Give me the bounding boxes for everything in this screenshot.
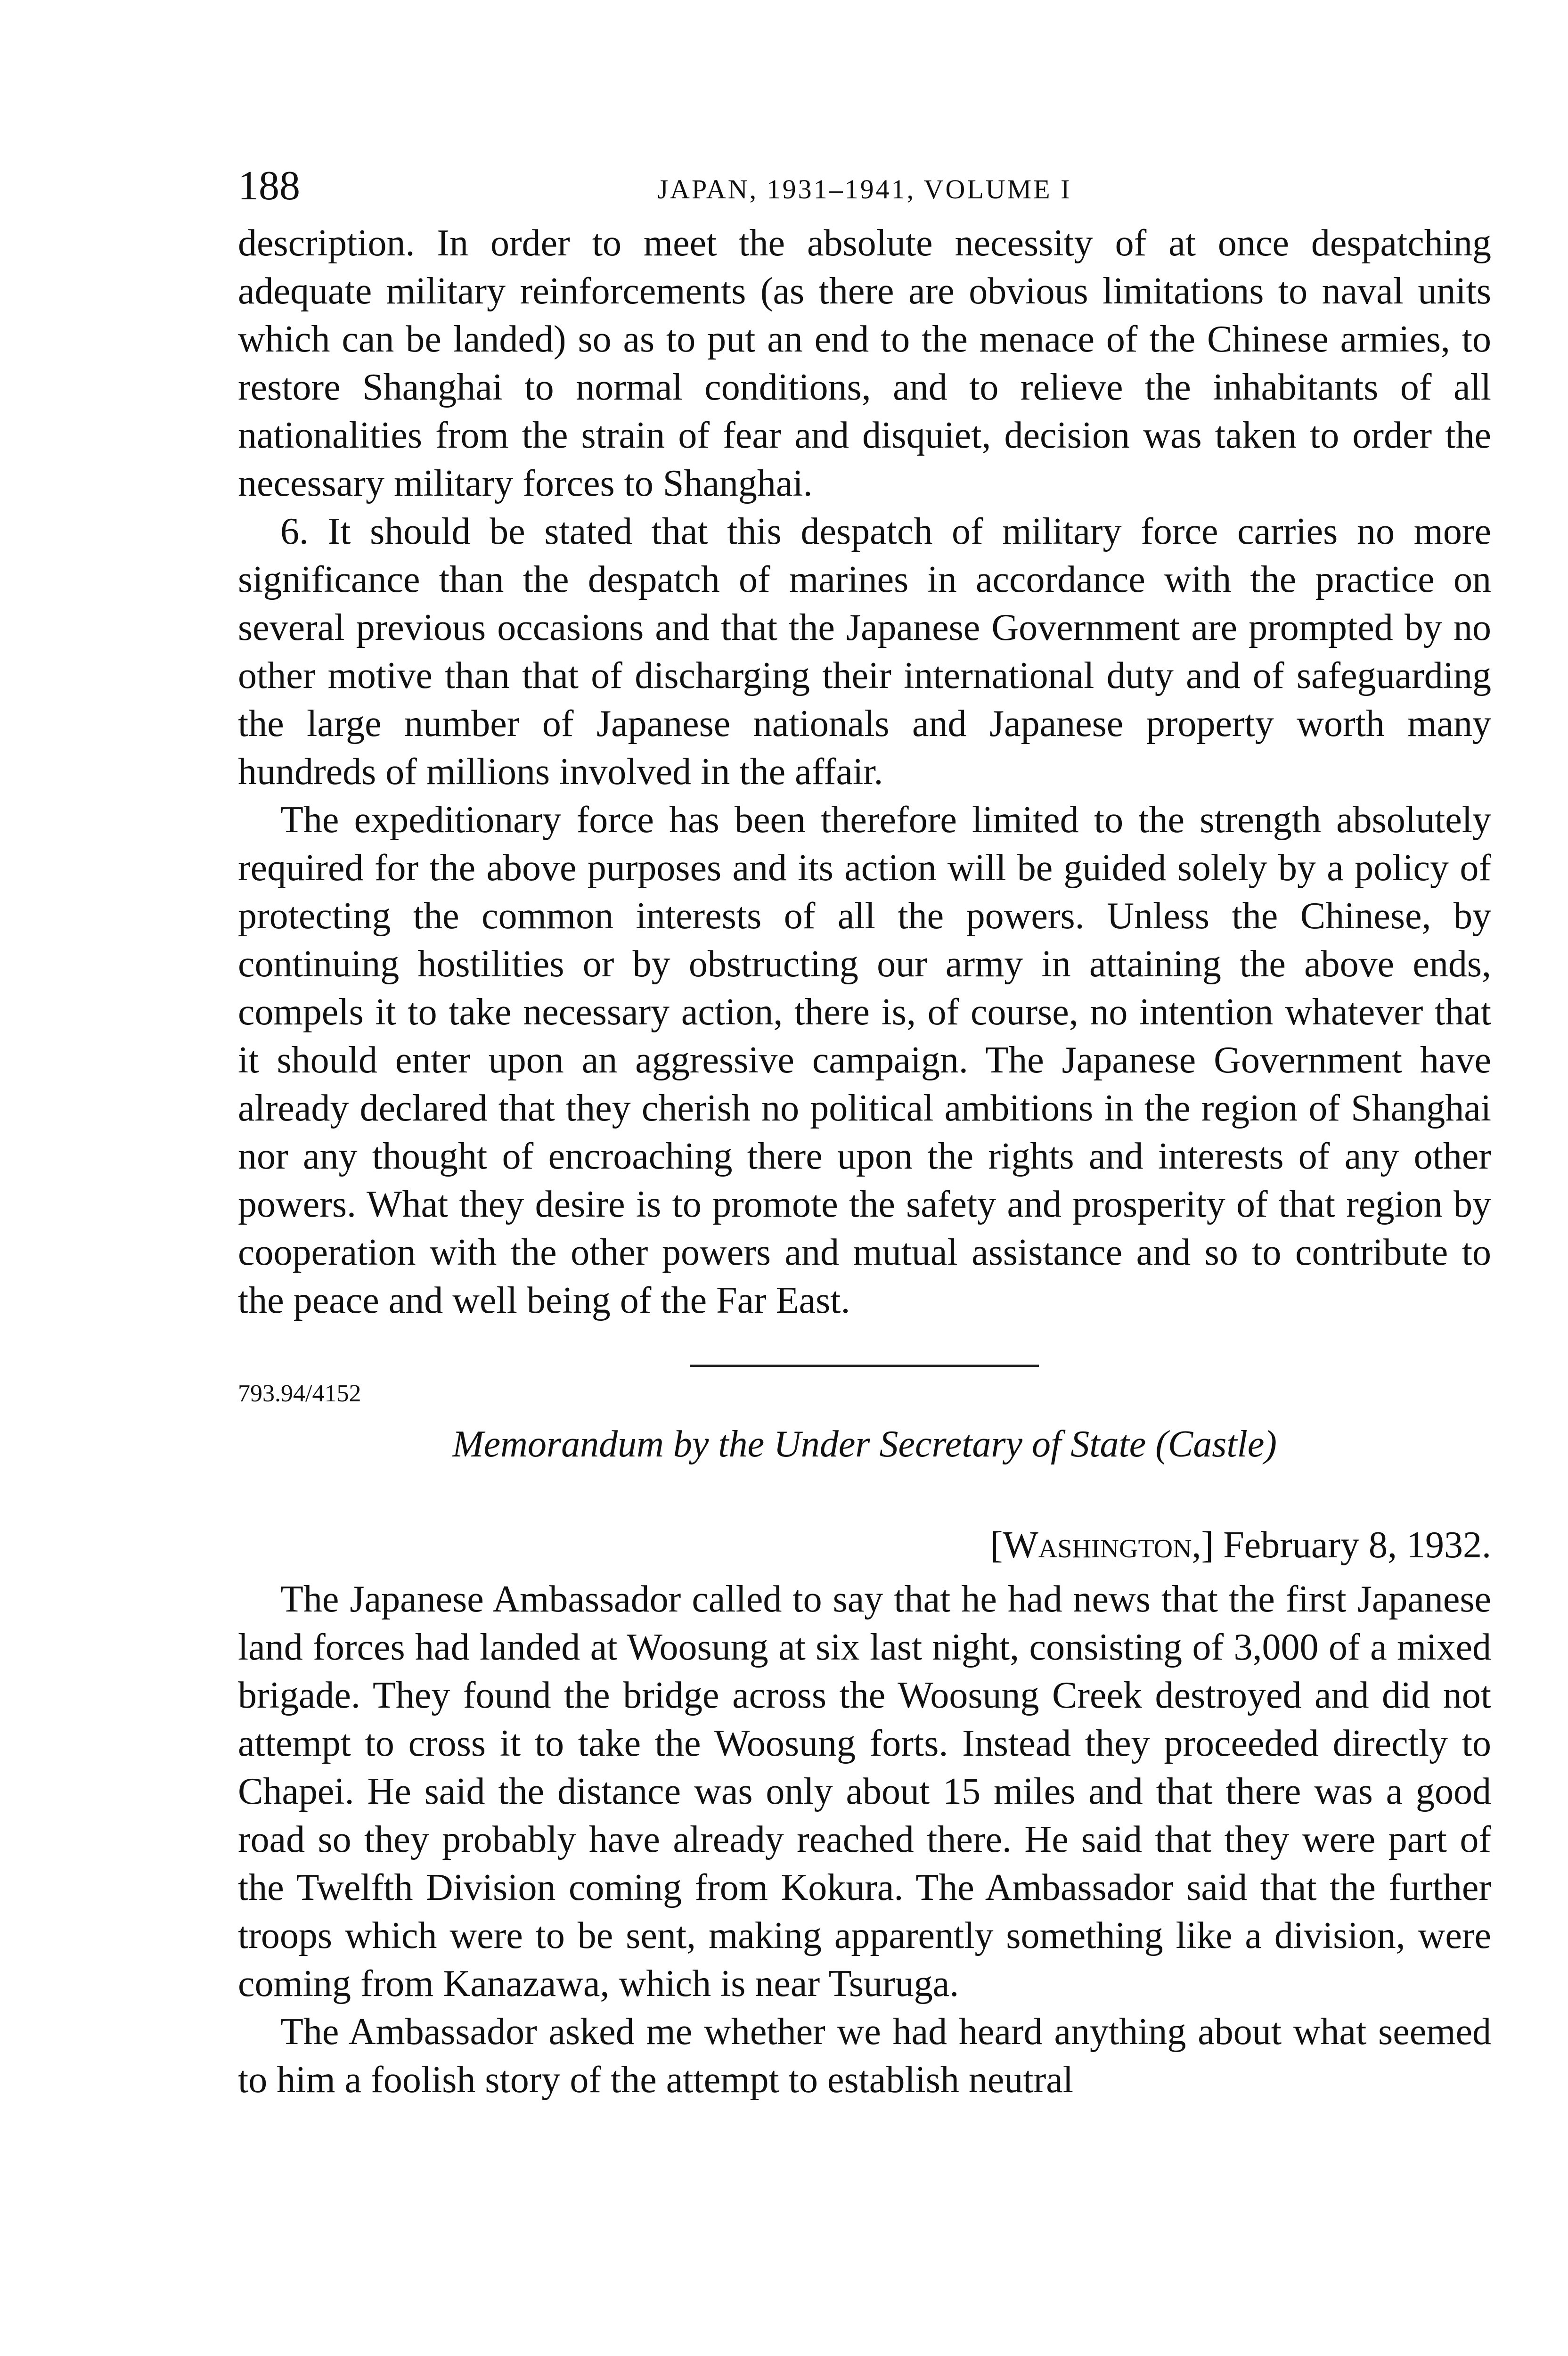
- document-title: Memorandum by the Under Secretary of State (Castle): [452, 1423, 1277, 1465]
- section-divider: [690, 1365, 1039, 1367]
- body-paragraph: The expeditionary force has been therefore limited to the strength absolutely required for the above purposes and its action will be guided solely by a policy of protecting the common interests of all the powers. Unless the Chinese, by continuing hostilities or by obstructing our army in attaining the above ends, compels it to take necessary action, there is, of course, no intention whatever that it should enter upon an aggressive campaign. The Japanese Government have already declared that they cherish no political ambitions in the region of Shanghai nor any thought of encroaching there upon the rights and interests of any other powers. What they desire is to promote the safety and prosperity of that region by cooperation with the other powers and mutual assistance and so to contribute to the peace and well being of the Far East.: [238, 799, 1491, 1321]
- body-paragraph: description. In order to meet the absolute necessity of at once despatching adequate military reinforcements (as there are obvious limitations to naval units which can be landed) so as to put an end to the menace of the Chinese armies, to restore Shanghai to normal conditions, and to relieve the inhabitants of all nationalities from the strain of fear and disquiet, decision was taken to order the necessary military forces to Shanghai.: [238, 222, 1491, 504]
- body-paragraph: 6. It should be stated that this despatch of military force carries no more significance than the despatch of marines in accordance with the practice on several previous occasions and that the Japanese Government are prompted by no other motive than that of discharging their international duty and of safeguarding the large number of Japanese nationals and Japanese property worth many hundreds of millions involved in the affair.: [238, 511, 1491, 793]
- dateline-date: February 8, 1932.: [1223, 1524, 1491, 1566]
- page-content: [238, 163, 1491, 2104]
- dateline-place: [Washington,]: [990, 1524, 1214, 1566]
- page-number: 188: [238, 163, 300, 209]
- section-divider-row: [238, 1325, 1491, 1372]
- dateline: [238, 1521, 1491, 1570]
- file-number: 793.94/4152: [238, 1380, 361, 1407]
- running-head: [238, 163, 1491, 219]
- body-paragraph: The Japanese Ambassador called to say that he had news that the first Japanese land forces had landed at Woosung at six last night, consisting of 3,000 of a mixed brigade. They found the bridge across the Woosung Creek destroyed and did not attempt to cross it to take the Woosung forts. Instead they proceeded directly to Chapei. He said the distance was only about 15 miles and that there was a good road so they probably have already reached there. He said that they were part of the Twelfth Division coming from Kokura. The Ambassador said that the further troops which were to be sent, making apparently something like a division, were coming from Kanazawa, which is near Tsuruga.: [238, 1579, 1491, 2004]
- body-paragraph: The Ambassador asked me whether we had heard anything about what seemed to him a foolish story of the attempt to establish neutral: [238, 2011, 1491, 2101]
- running-title: JAPAN, 1931–1941, VOLUME I: [657, 174, 1072, 205]
